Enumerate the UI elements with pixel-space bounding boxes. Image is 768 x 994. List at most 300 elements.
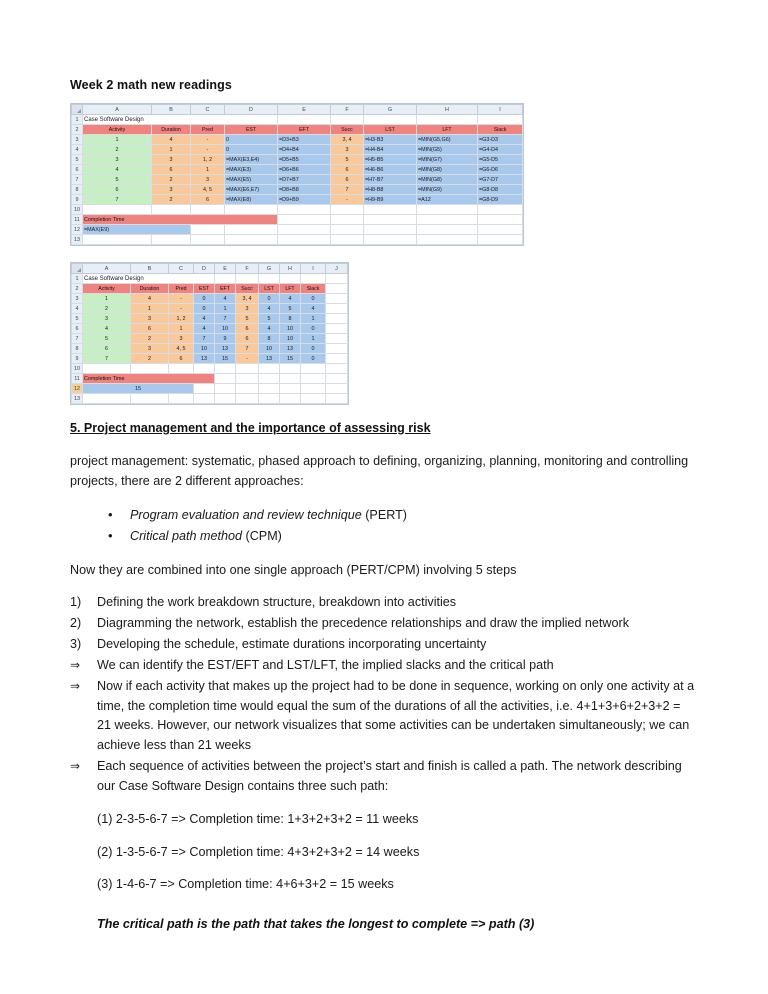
- cell-pred-1[interactable]: -: [169, 294, 194, 304]
- spreadsheet-row: [72, 284, 348, 294]
- empty-cell[interactable]: [215, 384, 236, 394]
- empty-cell[interactable]: [83, 205, 152, 215]
- row-header-3[interactable]: 3: [72, 294, 83, 304]
- empty-cell[interactable]: [326, 374, 348, 384]
- empty-cell[interactable]: [152, 235, 191, 245]
- column-title-lft[interactable]: LFT: [280, 284, 301, 294]
- empty-cell[interactable]: [215, 374, 236, 384]
- empty-cell[interactable]: [194, 364, 215, 374]
- cell-slack-4[interactable]: =G6-D6: [478, 165, 523, 175]
- cell-lst-2[interactable]: =H4-B4: [364, 145, 417, 155]
- empty-cell[interactable]: [83, 364, 131, 374]
- row-header-9[interactable]: 9: [72, 195, 83, 205]
- cell-slack-6[interactable]: 0: [301, 344, 326, 354]
- cell-pred-5[interactable]: 3: [169, 334, 194, 344]
- spreadsheet-formula-view[interactable]: [70, 103, 524, 246]
- empty-cell[interactable]: [331, 235, 364, 245]
- cell-duration-3[interactable]: 3: [152, 155, 191, 165]
- empty-cell[interactable]: [259, 384, 280, 394]
- cell-eft-3[interactable]: =D5+B5: [278, 155, 331, 165]
- cell-pred-5[interactable]: 3: [191, 175, 225, 185]
- column-title-pred[interactable]: Pred: [191, 125, 225, 135]
- spreadsheet-row: [72, 135, 523, 145]
- empty-cell[interactable]: [225, 235, 278, 245]
- column-title-eft[interactable]: EFT: [215, 284, 236, 294]
- column-title-eft[interactable]: EFT: [278, 125, 331, 135]
- cell-duration-1[interactable]: 4: [131, 294, 169, 304]
- empty-cell[interactable]: [194, 394, 215, 404]
- cell-succ-5[interactable]: 6: [236, 334, 259, 344]
- empty-cell[interactable]: [215, 394, 236, 404]
- empty-cell[interactable]: [326, 394, 348, 404]
- cell-lst-6[interactable]: =H8-B8: [364, 185, 417, 195]
- column-header-A[interactable]: A: [83, 264, 131, 274]
- empty-cell[interactable]: [280, 384, 301, 394]
- spreadsheet-grid[interactable]: [71, 263, 348, 404]
- empty-cell[interactable]: [280, 364, 301, 374]
- cell-slack-2[interactable]: 4: [301, 304, 326, 314]
- spreadsheet-row: [72, 125, 523, 135]
- cell-eft-5[interactable]: =D7+B7: [278, 175, 331, 185]
- empty-cell[interactable]: [278, 215, 331, 225]
- cell-est-4[interactable]: =MAX(E3): [225, 165, 278, 175]
- cell-pred-2[interactable]: -: [169, 304, 194, 314]
- cell-succ-4[interactable]: 6: [236, 324, 259, 334]
- empty-cell[interactable]: [326, 284, 348, 294]
- cell-eft-5[interactable]: 9: [215, 334, 236, 344]
- cell-pred-7[interactable]: 6: [169, 354, 194, 364]
- empty-cell[interactable]: [280, 374, 301, 384]
- empty-cell[interactable]: [417, 215, 478, 225]
- cell-lft-7[interactable]: =A12: [417, 195, 478, 205]
- cell-est-6[interactable]: =MAX(E6,E7): [225, 185, 278, 195]
- column-title-lft[interactable]: LFT: [417, 125, 478, 135]
- cell-est-5[interactable]: 7: [194, 334, 215, 344]
- empty-cell[interactable]: [225, 205, 278, 215]
- cell-lst-3[interactable]: 5: [259, 314, 280, 324]
- cell-est-2[interactable]: 0: [194, 304, 215, 314]
- column-header-D[interactable]: D: [194, 264, 215, 274]
- empty-cell[interactable]: [326, 324, 348, 334]
- empty-cell[interactable]: [236, 384, 259, 394]
- cell-pred-6[interactable]: 4, 5: [191, 185, 225, 195]
- column-header-H[interactable]: H: [417, 105, 478, 115]
- column-title-pred[interactable]: Pred: [169, 284, 194, 294]
- cell-pred-6[interactable]: 4, 5: [169, 344, 194, 354]
- empty-cell[interactable]: [194, 384, 215, 394]
- cell-lst-7[interactable]: =H9-B9: [364, 195, 417, 205]
- spreadsheet-row: [72, 225, 523, 235]
- column-title-slack[interactable]: Slack: [301, 284, 326, 294]
- empty-cell[interactable]: [278, 205, 331, 215]
- cell-lst-7[interactable]: 13: [259, 354, 280, 364]
- empty-cell[interactable]: [259, 374, 280, 384]
- empty-cell[interactable]: [169, 364, 194, 374]
- row-header-13[interactable]: 13: [72, 394, 83, 404]
- row-header-8[interactable]: 8: [72, 185, 83, 195]
- cell-lst-4[interactable]: =H6-B6: [364, 165, 417, 175]
- cell-succ-7[interactable]: -: [236, 354, 259, 364]
- row-header-11[interactable]: 11: [72, 374, 83, 384]
- column-header-G[interactable]: G: [259, 264, 280, 274]
- spreadsheet-row: [72, 115, 523, 125]
- cell-pred-4[interactable]: 1: [169, 324, 194, 334]
- column-title-activity[interactable]: Activity: [83, 125, 152, 135]
- empty-cell[interactable]: [236, 374, 259, 384]
- empty-cell[interactable]: [364, 225, 417, 235]
- column-header-C[interactable]: C: [169, 264, 194, 274]
- arrow-bullet-icon: ⇒: [70, 657, 81, 672]
- row-header-12[interactable]: 12: [72, 384, 83, 394]
- empty-cell[interactable]: [278, 115, 331, 125]
- empty-cell[interactable]: [215, 274, 236, 284]
- path-item: (1) 2-3-5-6-7 => Completion time: 1+3+2+3+2 = 11 weeks: [97, 811, 419, 826]
- empty-cell[interactable]: [191, 205, 225, 215]
- cell-eft-7[interactable]: =D9+B9: [278, 195, 331, 205]
- empty-cell[interactable]: [191, 235, 225, 245]
- cell-slack-4[interactable]: 0: [301, 324, 326, 334]
- row-header-11[interactable]: 11: [72, 215, 83, 225]
- cell-slack-6[interactable]: =G8-D8: [478, 185, 523, 195]
- cell-lft-2[interactable]: 5: [280, 304, 301, 314]
- cell-est-4[interactable]: 4: [194, 324, 215, 334]
- cell-eft-4[interactable]: =D6+B6: [278, 165, 331, 175]
- cell-activity-6[interactable]: 6: [83, 344, 131, 354]
- row-header-13[interactable]: 13: [72, 235, 83, 245]
- row-header-7[interactable]: 7: [72, 175, 83, 185]
- select-all-corner[interactable]: [72, 105, 83, 115]
- column-title-duration[interactable]: Duration: [131, 284, 169, 294]
- cell-activity-1[interactable]: 1: [83, 294, 131, 304]
- cell-duration-2[interactable]: 1: [131, 304, 169, 314]
- cell-activity-2[interactable]: 2: [83, 304, 131, 314]
- column-title-succ[interactable]: Succ: [331, 125, 364, 135]
- step-item: [70, 614, 695, 634]
- row-header-5[interactable]: 5: [72, 155, 83, 165]
- column-header-J[interactable]: J: [326, 264, 348, 274]
- empty-cell[interactable]: [236, 274, 259, 284]
- empty-cell[interactable]: [331, 225, 364, 235]
- empty-cell[interactable]: [364, 215, 417, 225]
- column-header-I[interactable]: I: [301, 264, 326, 274]
- row-header-2[interactable]: 2: [72, 125, 83, 135]
- empty-cell[interactable]: [326, 384, 348, 394]
- cell-succ-2[interactable]: 3: [331, 145, 364, 155]
- cell-eft-2[interactable]: =D4+B4: [278, 145, 331, 155]
- empty-cell[interactable]: [301, 274, 326, 284]
- cell-lft-7[interactable]: 15: [280, 354, 301, 364]
- empty-cell[interactable]: [326, 354, 348, 364]
- cell-eft-3[interactable]: 7: [215, 314, 236, 324]
- empty-cell[interactable]: [259, 364, 280, 374]
- cell-duration-6[interactable]: 3: [152, 185, 191, 195]
- cell-lst-6[interactable]: 10: [259, 344, 280, 354]
- cell-slack-3[interactable]: 1: [301, 314, 326, 324]
- step-text: Defining the work breakdown structure, breakdown into activities: [97, 595, 457, 610]
- sheet-title-cell[interactable]: Case Software Design: [83, 274, 215, 284]
- empty-cell[interactable]: [301, 394, 326, 404]
- cell-duration-2[interactable]: 1: [152, 145, 191, 155]
- empty-cell[interactable]: [326, 344, 348, 354]
- empty-cell[interactable]: [326, 294, 348, 304]
- cell-slack-3[interactable]: =G5-D5: [478, 155, 523, 165]
- column-header-G[interactable]: G: [364, 105, 417, 115]
- cell-activity-3[interactable]: 3: [83, 314, 131, 324]
- cell-slack-7[interactable]: =G8-D9: [478, 195, 523, 205]
- empty-cell[interactable]: [478, 115, 523, 125]
- empty-cell[interactable]: [417, 205, 478, 215]
- row-header-9[interactable]: 9: [72, 354, 83, 364]
- intro-paragraph: project management: systematic, phased approach to defining, organizing, planning, monitoring and controlling projects, there are 2 different approaches:: [70, 454, 689, 488]
- cell-lst-3[interactable]: =H5-B5: [364, 155, 417, 165]
- cell-succ-1[interactable]: 3, 4: [331, 135, 364, 145]
- cell-succ-6[interactable]: 7: [236, 344, 259, 354]
- cell-eft-7[interactable]: 15: [215, 354, 236, 364]
- column-header-E[interactable]: E: [215, 264, 236, 274]
- column-header-H[interactable]: H: [280, 264, 301, 274]
- cell-duration-4[interactable]: 6: [131, 324, 169, 334]
- spreadsheet-grid[interactable]: [71, 104, 523, 245]
- cell-est-3[interactable]: 4: [194, 314, 215, 324]
- cell-pred-7[interactable]: 6: [191, 195, 225, 205]
- cell-pred-3[interactable]: 1, 2: [191, 155, 225, 165]
- cell-eft-4[interactable]: 10: [215, 324, 236, 334]
- column-header-E[interactable]: E: [278, 105, 331, 115]
- completion-time-label[interactable]: Completion Time: [83, 374, 215, 384]
- completion-time-value[interactable]: =MAX(E9): [83, 225, 191, 235]
- cell-slack-2[interactable]: =G4-D4: [478, 145, 523, 155]
- empty-cell[interactable]: [331, 205, 364, 215]
- row-header-5[interactable]: 5: [72, 314, 83, 324]
- column-title-duration[interactable]: Duration: [152, 125, 191, 135]
- cell-duration-3[interactable]: 3: [131, 314, 169, 324]
- empty-cell[interactable]: [364, 115, 417, 125]
- cell-activity-7[interactable]: 7: [83, 195, 152, 205]
- row-header-12[interactable]: 12: [72, 225, 83, 235]
- cell-lft-4[interactable]: 10: [280, 324, 301, 334]
- cell-activity-6[interactable]: 6: [83, 185, 152, 195]
- column-header-F[interactable]: F: [236, 264, 259, 274]
- cell-succ-6[interactable]: 7: [331, 185, 364, 195]
- cell-slack-1[interactable]: =G3-D3: [478, 135, 523, 145]
- cell-pred-1[interactable]: -: [191, 135, 225, 145]
- row-header-6[interactable]: 6: [72, 324, 83, 334]
- cell-duration-1[interactable]: 4: [152, 135, 191, 145]
- row-header-2[interactable]: 2: [72, 284, 83, 294]
- cell-est-6[interactable]: 10: [194, 344, 215, 354]
- empty-cell[interactable]: [331, 115, 364, 125]
- empty-cell[interactable]: [364, 205, 417, 215]
- empty-cell[interactable]: [326, 364, 348, 374]
- cell-eft-6[interactable]: =D8+B8: [278, 185, 331, 195]
- empty-cell[interactable]: [83, 394, 131, 404]
- cell-duration-7[interactable]: 2: [152, 195, 191, 205]
- empty-cell[interactable]: [364, 235, 417, 245]
- spreadsheet-value-view[interactable]: [70, 262, 349, 405]
- empty-cell[interactable]: [131, 364, 169, 374]
- empty-cell[interactable]: [215, 364, 236, 374]
- cell-duration-5[interactable]: 2: [152, 175, 191, 185]
- cell-slack-7[interactable]: 0: [301, 354, 326, 364]
- cell-est-3[interactable]: =MAX(E3,E4): [225, 155, 278, 165]
- row-header-10[interactable]: 10: [72, 364, 83, 374]
- cell-lft-6[interactable]: 13: [280, 344, 301, 354]
- cell-eft-2[interactable]: 1: [215, 304, 236, 314]
- cell-slack-5[interactable]: 1: [301, 334, 326, 344]
- cell-lft-4[interactable]: =MIN(G8): [417, 165, 478, 175]
- row-header-4[interactable]: 4: [72, 145, 83, 155]
- cell-est-1[interactable]: 0: [194, 294, 215, 304]
- cell-slack-1[interactable]: 0: [301, 294, 326, 304]
- empty-cell[interactable]: [280, 274, 301, 284]
- empty-cell[interactable]: [478, 205, 523, 215]
- cell-est-5[interactable]: =MAX(E5): [225, 175, 278, 185]
- cell-succ-7[interactable]: -: [331, 195, 364, 205]
- empty-cell[interactable]: [417, 115, 478, 125]
- path-item: (3) 1-4-6-7 => Completion time: 4+6+3+2 = 15 weeks: [97, 877, 394, 892]
- cell-succ-2[interactable]: 3: [236, 304, 259, 314]
- cell-est-1[interactable]: 0: [225, 135, 278, 145]
- empty-cell[interactable]: [191, 225, 225, 235]
- cell-duration-5[interactable]: 2: [131, 334, 169, 344]
- empty-cell[interactable]: [236, 364, 259, 374]
- spreadsheet-row: [72, 274, 348, 284]
- empty-cell[interactable]: [131, 394, 169, 404]
- cell-eft-1[interactable]: =D3+B3: [278, 135, 331, 145]
- empty-cell[interactable]: [417, 235, 478, 245]
- empty-cell[interactable]: [280, 394, 301, 404]
- cell-lft-3[interactable]: =MIN(G7): [417, 155, 478, 165]
- cell-activity-7[interactable]: 7: [83, 354, 131, 364]
- cell-duration-7[interactable]: 2: [131, 354, 169, 364]
- column-title-lst[interactable]: LST: [364, 125, 417, 135]
- empty-cell[interactable]: [236, 394, 259, 404]
- arrow-bullet-icon: ⇒: [70, 678, 81, 693]
- cell-lft-1[interactable]: 4: [280, 294, 301, 304]
- column-title-est[interactable]: EST: [225, 125, 278, 135]
- completion-time-value[interactable]: 15: [83, 384, 194, 394]
- cell-succ-5[interactable]: 6: [331, 175, 364, 185]
- cell-lft-3[interactable]: 8: [280, 314, 301, 324]
- cell-lft-6[interactable]: =MIN(G9): [417, 185, 478, 195]
- cell-activity-5[interactable]: 5: [83, 334, 131, 344]
- cell-duration-4[interactable]: 6: [152, 165, 191, 175]
- column-header-I[interactable]: I: [478, 105, 523, 115]
- empty-cell[interactable]: [259, 394, 280, 404]
- row-header-10[interactable]: 10: [72, 205, 83, 215]
- empty-cell[interactable]: [169, 394, 194, 404]
- empty-cell[interactable]: [326, 304, 348, 314]
- cell-pred-3[interactable]: 1, 2: [169, 314, 194, 324]
- cell-lft-1[interactable]: =MIN(G5,G6): [417, 135, 478, 145]
- completion-time-label[interactable]: Completion Time: [83, 215, 278, 225]
- cell-est-7[interactable]: 13: [194, 354, 215, 364]
- cell-lst-1[interactable]: 0: [259, 294, 280, 304]
- cell-lft-5[interactable]: =MIN(G8): [417, 175, 478, 185]
- empty-cell[interactable]: [478, 225, 523, 235]
- column-header-B[interactable]: B: [152, 105, 191, 115]
- row-header-4[interactable]: 4: [72, 304, 83, 314]
- cell-lst-1[interactable]: =H3-B3: [364, 135, 417, 145]
- cell-lst-4[interactable]: 4: [259, 324, 280, 334]
- spreadsheet-row: [72, 205, 523, 215]
- column-header-F[interactable]: F: [331, 105, 364, 115]
- cell-activity-1[interactable]: 1: [83, 135, 152, 145]
- cell-eft-1[interactable]: 4: [215, 294, 236, 304]
- row-header-3[interactable]: 3: [72, 135, 83, 145]
- cell-activity-2[interactable]: 2: [83, 145, 152, 155]
- cell-eft-6[interactable]: 13: [215, 344, 236, 354]
- select-all-corner[interactable]: [72, 264, 83, 274]
- column-title-activity[interactable]: Activity: [83, 284, 131, 294]
- row-header-1[interactable]: 1: [72, 115, 83, 125]
- column-header-A[interactable]: A: [83, 105, 152, 115]
- empty-cell[interactable]: [278, 225, 331, 235]
- empty-cell[interactable]: [225, 225, 278, 235]
- empty-cell[interactable]: [278, 235, 331, 245]
- cell-pred-2[interactable]: -: [191, 145, 225, 155]
- step-item: [70, 593, 695, 613]
- empty-cell[interactable]: [83, 235, 152, 245]
- cell-pred-4[interactable]: 1: [191, 165, 225, 175]
- row-header-1[interactable]: 1: [72, 274, 83, 284]
- empty-cell[interactable]: [326, 314, 348, 324]
- cell-duration-6[interactable]: 3: [131, 344, 169, 354]
- column-title-lst[interactable]: LST: [259, 284, 280, 294]
- row-header-7[interactable]: 7: [72, 334, 83, 344]
- cell-succ-4[interactable]: 6: [331, 165, 364, 175]
- column-title-slack[interactable]: Slack: [478, 125, 523, 135]
- cell-lst-5[interactable]: 8: [259, 334, 280, 344]
- empty-cell[interactable]: [417, 225, 478, 235]
- empty-cell[interactable]: [478, 215, 523, 225]
- column-title-succ[interactable]: Succ: [236, 284, 259, 294]
- empty-cell[interactable]: [152, 205, 191, 215]
- cell-lst-2[interactable]: 4: [259, 304, 280, 314]
- cell-activity-3[interactable]: 3: [83, 155, 152, 165]
- empty-cell[interactable]: [326, 274, 348, 284]
- cell-slack-5[interactable]: =G7-D7: [478, 175, 523, 185]
- cell-succ-1[interactable]: 3, 4: [236, 294, 259, 304]
- cell-est-7[interactable]: =MAX(E8): [225, 195, 278, 205]
- step-item: [70, 635, 695, 655]
- cell-succ-3[interactable]: 5: [331, 155, 364, 165]
- sheet-title-cell[interactable]: Case Software Design: [83, 115, 278, 125]
- row-header-6[interactable]: 6: [72, 165, 83, 175]
- cell-est-2[interactable]: 0: [225, 145, 278, 155]
- column-title-est[interactable]: EST: [194, 284, 215, 294]
- column-header-D[interactable]: D: [225, 105, 278, 115]
- cell-activity-4[interactable]: 4: [83, 165, 152, 175]
- empty-cell[interactable]: [478, 235, 523, 245]
- cell-lft-2[interactable]: =MIN(G5): [417, 145, 478, 155]
- empty-cell[interactable]: [326, 334, 348, 344]
- spreadsheet-row: [72, 215, 523, 225]
- column-header-C[interactable]: C: [191, 105, 225, 115]
- row-header-8[interactable]: 8: [72, 344, 83, 354]
- empty-cell[interactable]: [301, 374, 326, 384]
- empty-cell[interactable]: [301, 364, 326, 374]
- cell-activity-4[interactable]: 4: [83, 324, 131, 334]
- cell-succ-3[interactable]: 5: [236, 314, 259, 324]
- empty-cell[interactable]: [259, 274, 280, 284]
- cell-lst-5[interactable]: =H7-B7: [364, 175, 417, 185]
- cell-lft-5[interactable]: 10: [280, 334, 301, 344]
- cell-activity-5[interactable]: 5: [83, 175, 152, 185]
- column-header-B[interactable]: B: [131, 264, 169, 274]
- empty-cell[interactable]: [301, 384, 326, 394]
- empty-cell[interactable]: [331, 215, 364, 225]
